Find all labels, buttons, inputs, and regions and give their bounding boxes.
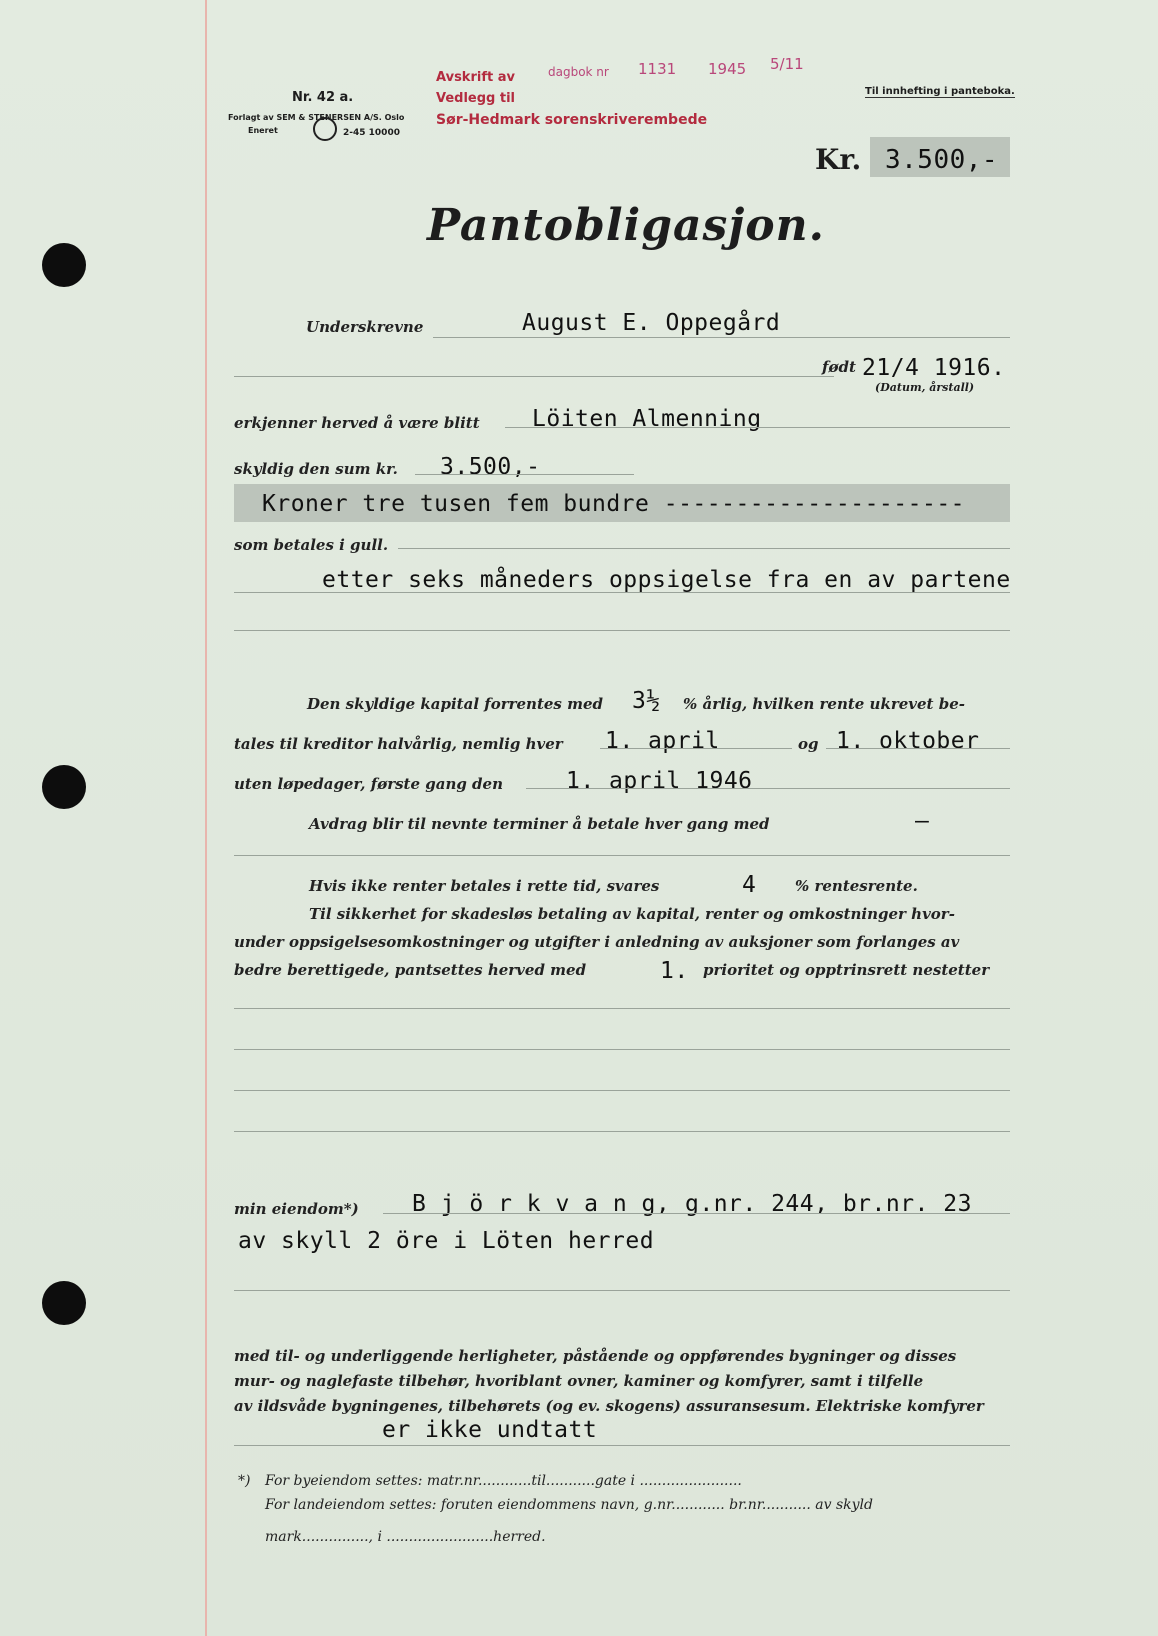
penalty-line-a: Hvis ikke renter betales i rette tid, svares [309,877,660,895]
stamp-line-3: Sør-Hedmark sorenskriverembede [436,112,708,128]
property-line-2: av skyll 2 öre i Löten herred [238,1228,655,1254]
rule [826,748,1010,749]
rule [505,427,1010,428]
born-value: 21/4 1916. [862,355,1006,381]
security-line-3a: bedre berettigede, pantsettes herved med [234,961,587,979]
born-label: født [822,358,856,376]
sum-value: 3.500,- [440,454,541,480]
rule [234,1131,1010,1132]
form-number: Nr. 42 a. [292,90,354,105]
payment-label: som betales i gull. [234,536,389,554]
rule [526,788,1010,789]
appurtenance-line-2: mur- og naglefaste tilbehør, hvoriblant ovner, kaminer og komfyrer, samt i tilfelle [234,1372,924,1390]
interest-line-1b: % årlig, hvilken rente ukrevet be- [683,695,965,713]
publisher-eneret: Eneret [248,126,278,135]
security-line-3b: prioritet og opptrinsrett nestetter [703,961,990,979]
undersigned-label: Underskrevne [306,318,424,336]
pencil-date: 5/11 [770,55,804,73]
amount-value: 3.500,- [885,145,999,175]
rule [600,748,792,749]
property-label: min eiendom*) [234,1200,359,1218]
penalty-line-b: % rentesrente. [795,877,918,895]
publisher-code: 2-45 10000 [343,128,400,138]
rule [234,1290,1010,1291]
interest-rate: 3½ [632,688,661,714]
property-numbers: g.nr. 244, br.nr. 23 [685,1191,972,1217]
punch-hole-bottom [42,1281,86,1325]
rule [234,855,1010,856]
rule [234,630,1010,631]
margin-rule [205,0,207,1636]
rule [398,548,1010,549]
rule [433,337,1010,338]
priority-value: 1. [660,958,689,984]
punch-hole-top [42,243,86,287]
creditor-label: erkjenner herved å være blitt [234,414,480,432]
publisher-line: Forlagt av SEM & STENERSEN A/S. Oslo [228,113,405,122]
interest-line-1a: Den skyldige kapital forrentes med [307,695,603,713]
sum-label: skyldig den sum kr. [234,460,398,478]
undersigned-value: August E. Oppegård [522,310,781,336]
pencil-year: 1945 [708,60,747,78]
top-right-note: Til innhefting i panteboka. [865,86,1015,97]
footnote-mark: *) [238,1473,251,1489]
interest-date-2: 1. oktober [836,728,980,754]
rule [234,376,834,377]
installment-line: Avdrag blir til nevnte terminer å betale hver gang med [309,815,770,833]
appurtenance-typed: er ikke undtatt [382,1417,598,1443]
footnote-line-3: mark..............., i ........................herred. [265,1529,546,1545]
rule [383,1213,1010,1214]
interest-og: og [798,735,819,753]
interest-line-3a: uten løpedager, første gang den [234,775,503,793]
interest-first-date: 1. april 1946 [566,768,753,794]
rule [234,1049,1010,1050]
security-line-2: under oppsigelsesomkostninger og utgifter i anledning av auksjoner som forlanges av [234,933,960,951]
rule [415,474,634,475]
rule [234,1090,1010,1091]
interest-date-1: 1. april [605,728,720,754]
security-line-1: Til sikkerhet for skadesløs betaling av kapital, renter og omkostninger hvor- [309,905,955,923]
installment-value: – [915,808,930,834]
rule [234,1008,1010,1009]
born-hint: (Datum, årstall) [875,381,975,394]
stamp-line-2: Vedlegg til [436,91,516,106]
rule [234,1445,1010,1446]
sum-words: Kroner tre tusen fem bundre --------------------- [262,491,966,517]
payment-terms: etter seks måneders oppsigelse fra en av partene [322,567,1011,593]
interest-line-2a: tales til kreditor halvårlig, nemlig hver [234,735,563,753]
pencil-number: 1131 [638,60,677,78]
publisher-logo-icon [313,117,337,141]
stamp-line-1: Avskrift av [436,70,515,85]
amount-label: Kr. [815,143,862,176]
pencil-label: dagbok nr [548,65,609,79]
appurtenance-line-1: med til- og underliggende herligheter, påstående og oppførendes bygninger og disses [234,1347,957,1365]
property-name: B j ö r k v a n g, [412,1191,671,1217]
footnote-line-1: For byeiendom settes: matr.nr............til...........gate i ....................... [265,1473,742,1489]
footnote-line-2: For landeiendom settes: foruten eiendommens navn, g.nr............ br.nr........... av skyld [265,1497,873,1513]
creditor-value: Löiten Almenning [532,406,762,432]
document-title: Pantobligasjon. [427,200,825,251]
rule [234,592,1010,593]
penalty-rate: 4 [742,872,757,898]
appurtenance-line-3: av ildsvåde bygningenes, tilbehørets (og ev. skogens) assuransesum. Elektriske komfyrer [234,1397,984,1415]
punch-hole-middle [42,765,86,809]
